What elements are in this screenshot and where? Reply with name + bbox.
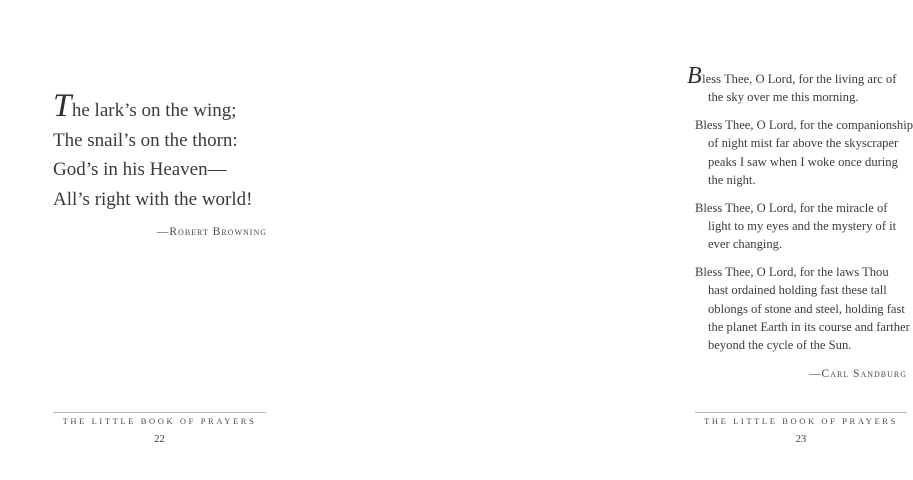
author-attribution: —Carl Sandburg [809, 368, 907, 380]
prayer-paragraph [695, 263, 913, 354]
prayer-line: ever changing. [708, 237, 783, 252]
poem-line: The snail’s on the thorn: [53, 129, 238, 151]
poem-line: All’s right with the world! [53, 188, 253, 210]
poem-block [53, 88, 267, 238]
prayer-line: beyond the cycle of the Sun. [708, 338, 852, 353]
prayer-line: peaks I saw when I woke once during [708, 154, 898, 169]
prayer-line: hast ordained holding fast these tall [708, 283, 887, 298]
prayer-line: of night mist far above the skyscraper [708, 136, 899, 151]
right-page [320, 0, 913, 480]
poem-line [53, 88, 267, 126]
prayer-line: the night. [708, 172, 756, 187]
poem-line: God’s in his Heaven— [53, 159, 227, 180]
prayer-line: the planet Earth in its course and farther [708, 320, 910, 335]
poem-line-text: he lark’s on the wing; [71, 100, 237, 121]
author-attribution: —Robert Browning [156, 226, 267, 238]
left-page-footer [53, 412, 266, 445]
prayer-line [687, 63, 913, 89]
prayer-line: oblongs of stone and steel, holding fast [708, 301, 905, 316]
prayer-paragraph [695, 199, 913, 254]
prayer-paragraph [695, 116, 913, 189]
swash-initial-t: T [53, 88, 72, 124]
book-title-running-foot: THE LITTLE BOOK OF PRAYERS [62, 416, 257, 426]
footer-rule [695, 412, 907, 413]
prayer-attribution-wrap [695, 368, 907, 380]
prayer-line: the sky over me this morning. [708, 90, 859, 105]
prayer-line: Bless Thee, O Lord, for the companionship [695, 118, 913, 133]
footer-rule [53, 412, 266, 413]
prayer-paragraph [687, 63, 913, 107]
book-title-running-foot: THE LITTLE BOOK OF PRAYERS [704, 416, 898, 426]
right-page-footer [695, 412, 907, 445]
prayer-line: Bless Thee, O Lord, for the laws Thou [695, 265, 889, 280]
prayer-block [687, 63, 913, 355]
prayer-line: Bless Thee, O Lord, for the miracle of [695, 200, 888, 215]
page-number: 22 [154, 434, 165, 445]
prayer-line-text: less Thee, O Lord, for the living arc of [702, 72, 897, 86]
left-page [0, 0, 320, 480]
prayer-line: light to my eyes and the mystery of it [708, 219, 897, 234]
swash-initial-b: B [687, 63, 703, 89]
page-number: 23 [795, 434, 807, 445]
